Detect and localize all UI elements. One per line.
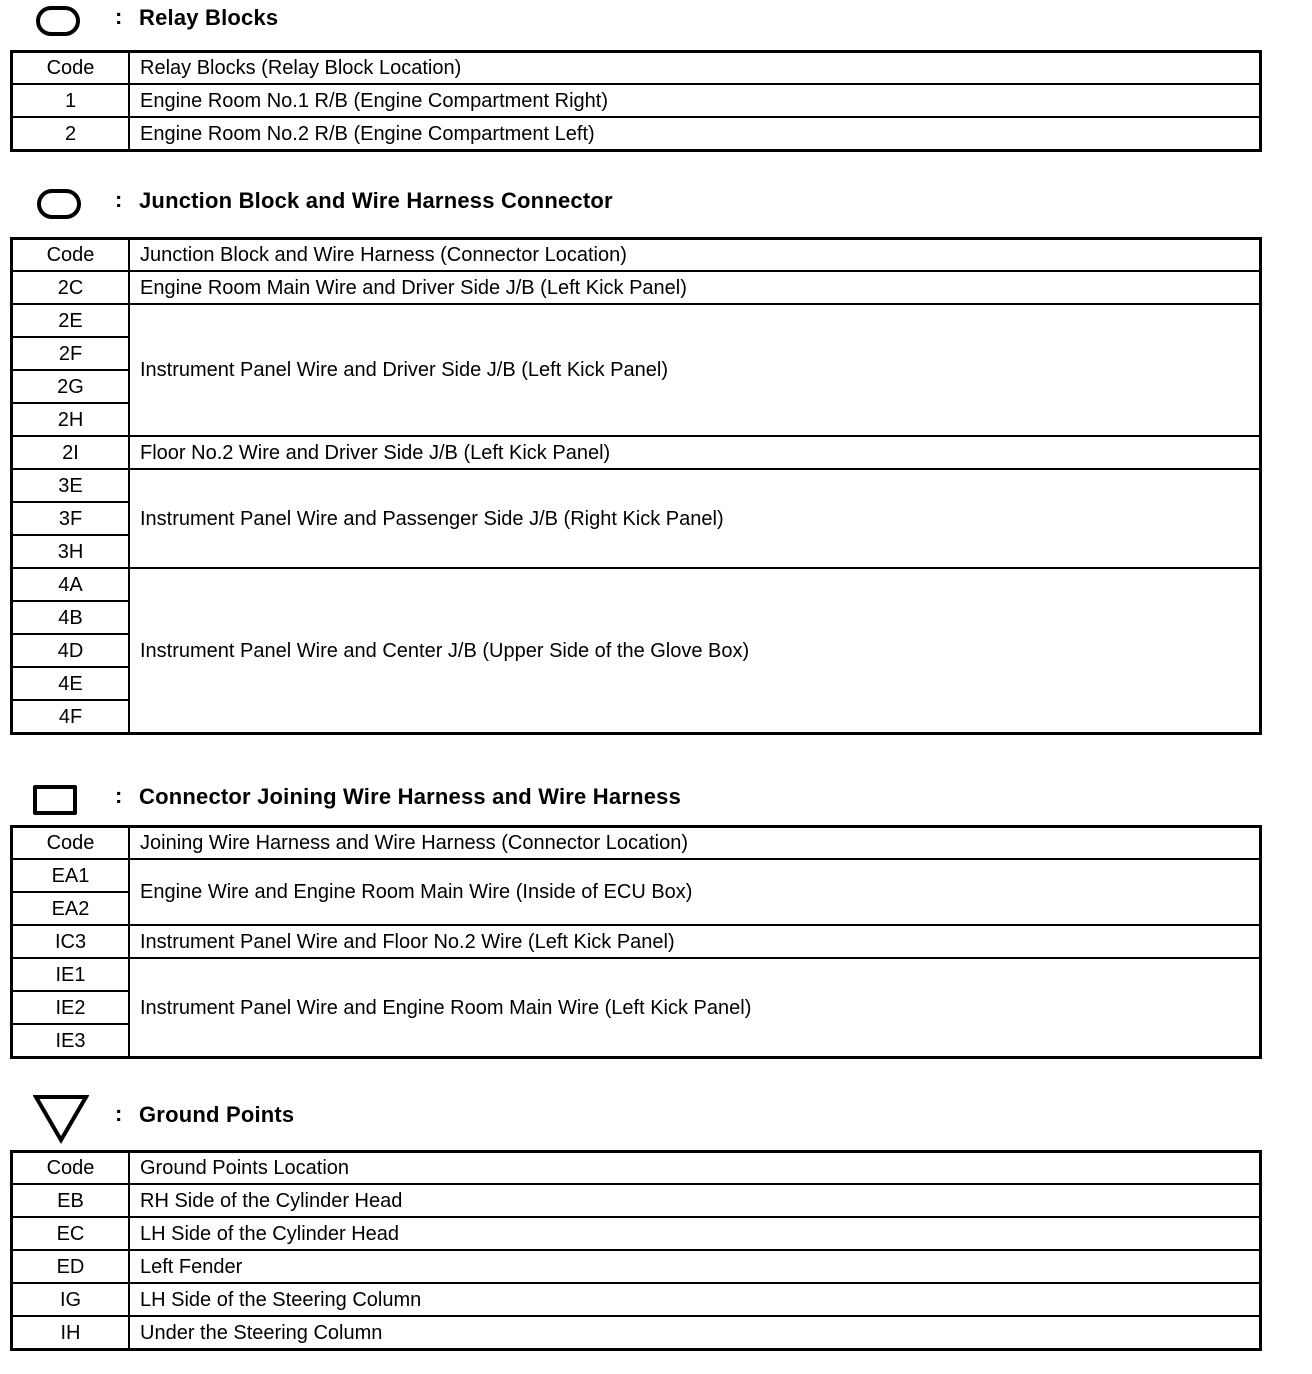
location-cell: Left Fender [129, 1250, 1261, 1283]
section-title: Connector Joining Wire Harness and Wire Harness [139, 784, 682, 809]
code-column-header: Code [12, 1152, 130, 1185]
table-header-row [12, 827, 1261, 860]
section-header-junction-block [0, 183, 1312, 223]
section-colon: : [115, 187, 123, 212]
code-cell: 1 [12, 84, 130, 117]
code-cell: ED [12, 1250, 130, 1283]
location-cell: Floor No.2 Wire and Driver Side J/B (Left Kick Panel) [129, 436, 1261, 469]
location-cell: Instrument Panel Wire and Center J/B (Upper Side of the Glove Box) [129, 568, 1261, 734]
table-row [12, 568, 1261, 601]
section-title: Ground Points [139, 1102, 295, 1127]
table-row [12, 859, 1261, 892]
connector-joining-table [10, 825, 1262, 1059]
section-colon: : [115, 1101, 123, 1126]
location-cell: RH Side of the Cylinder Head [129, 1184, 1261, 1217]
location-cell: Instrument Panel Wire and Engine Room Main Wire (Left Kick Panel) [129, 958, 1261, 1058]
section-header-connector-joining [0, 779, 1312, 819]
ground-points-table [10, 1150, 1262, 1351]
junction-block-symbol-icon [37, 189, 81, 219]
location-column-header: Junction Block and Wire Harness (Connector Location) [129, 239, 1261, 272]
table-header-row [12, 52, 1261, 85]
code-cell: 2F [12, 337, 130, 370]
table-row [12, 1184, 1261, 1217]
code-cell: 3H [12, 535, 130, 568]
location-cell: Under the Steering Column [129, 1316, 1261, 1350]
section-title: Relay Blocks [139, 5, 279, 30]
table-header-row [12, 239, 1261, 272]
table-row [12, 1316, 1261, 1350]
location-column-header: Joining Wire Harness and Wire Harness (Connector Location) [129, 827, 1261, 860]
table-row [12, 271, 1261, 304]
location-cell: LH Side of the Steering Column [129, 1283, 1261, 1316]
table-row [12, 1283, 1261, 1316]
code-cell: 4D [12, 634, 130, 667]
code-cell: 2H [12, 403, 130, 436]
location-cell: Instrument Panel Wire and Driver Side J/B (Left Kick Panel) [129, 304, 1261, 436]
section-colon: : [115, 4, 123, 29]
location-column-header: Ground Points Location [129, 1152, 1261, 1185]
code-cell: 2I [12, 436, 130, 469]
relay-block-symbol-icon [36, 6, 80, 36]
table-row [12, 304, 1261, 337]
table-row [12, 469, 1261, 502]
code-cell: 2E [12, 304, 130, 337]
code-cell: IE3 [12, 1024, 130, 1058]
relay-blocks-table [10, 50, 1262, 152]
code-cell: 3F [12, 502, 130, 535]
location-cell: Engine Room No.2 R/B (Engine Compartment Left) [129, 117, 1261, 151]
code-cell: 2 [12, 117, 130, 151]
code-cell: 3E [12, 469, 130, 502]
code-column-header: Code [12, 827, 130, 860]
code-column-header: Code [12, 239, 130, 272]
section-colon: : [115, 783, 123, 808]
code-cell: 4B [12, 601, 130, 634]
code-cell: 4F [12, 700, 130, 734]
location-cell: Engine Room Main Wire and Driver Side J/B (Left Kick Panel) [129, 271, 1261, 304]
table-row [12, 436, 1261, 469]
code-cell: 2C [12, 271, 130, 304]
code-cell: EB [12, 1184, 130, 1217]
code-cell: 4A [12, 568, 130, 601]
junction-block-table [10, 237, 1262, 735]
code-cell: EA1 [12, 859, 130, 892]
table-row [12, 925, 1261, 958]
table-row [12, 117, 1261, 151]
table-row [12, 958, 1261, 991]
table-row [12, 84, 1261, 117]
table-header-row [12, 1152, 1261, 1185]
ground-point-triangle-icon [33, 1094, 89, 1144]
location-column-header: Relay Blocks (Relay Block Location) [129, 52, 1261, 85]
location-cell: Engine Wire and Engine Room Main Wire (Inside of ECU Box) [129, 859, 1261, 925]
connector-symbol-icon [33, 785, 77, 815]
location-cell: Instrument Panel Wire and Floor No.2 Wire (Left Kick Panel) [129, 925, 1261, 958]
section-title: Junction Block and Wire Harness Connector [139, 188, 613, 213]
code-cell: EC [12, 1217, 130, 1250]
code-cell: 4E [12, 667, 130, 700]
table-row [12, 1250, 1261, 1283]
section-header-relay-blocks [0, 0, 1312, 40]
code-cell: IH [12, 1316, 130, 1350]
code-cell: EA2 [12, 892, 130, 925]
code-cell: IG [12, 1283, 130, 1316]
location-cell: Instrument Panel Wire and Passenger Side J/B (Right Kick Panel) [129, 469, 1261, 568]
location-cell: Engine Room No.1 R/B (Engine Compartment Right) [129, 84, 1261, 117]
code-cell: IC3 [12, 925, 130, 958]
code-cell: IE1 [12, 958, 130, 991]
code-column-header: Code [12, 52, 130, 85]
location-cell: LH Side of the Cylinder Head [129, 1217, 1261, 1250]
section-header-ground-points [0, 1092, 1312, 1132]
table-row [12, 1217, 1261, 1250]
code-cell: IE2 [12, 991, 130, 1024]
code-cell: 2G [12, 370, 130, 403]
